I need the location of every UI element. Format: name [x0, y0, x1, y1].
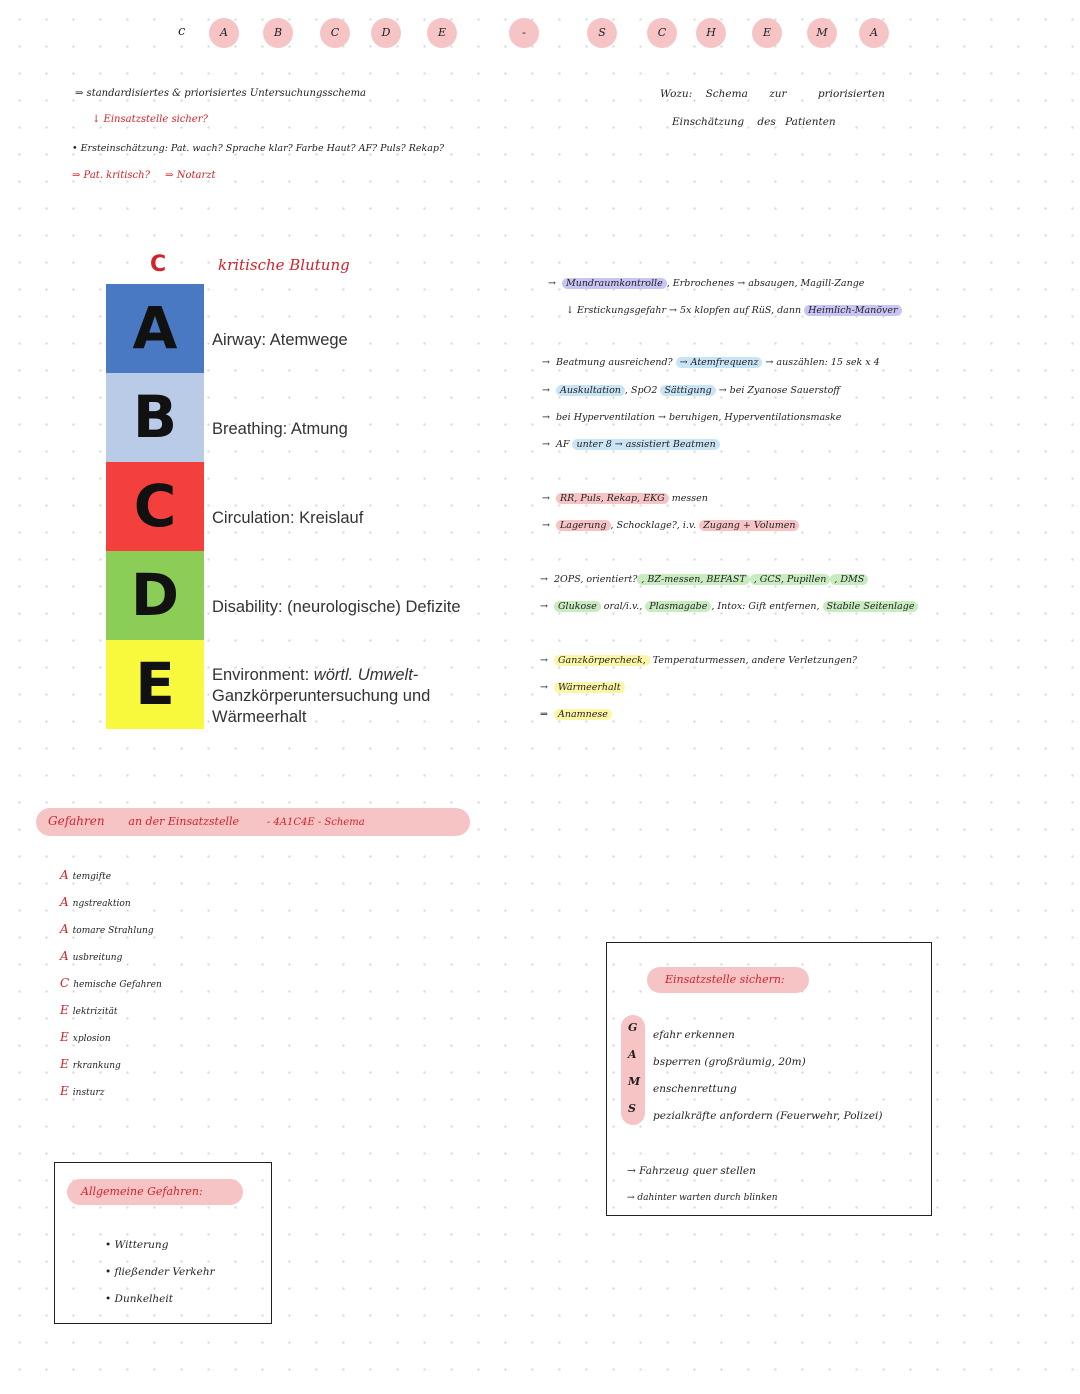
title-circle: B: [263, 18, 293, 48]
note-d2-hl2: Plasmagabe: [645, 601, 711, 612]
hazard-item: [60, 1084, 105, 1098]
hazards-title-c: - 4A1C4E - Schema: [266, 817, 365, 828]
note-e1-rest: Temperaturmessen, andere Verletzungen?: [652, 655, 858, 666]
purpose-wozu: Wozu:: [660, 88, 693, 100]
abc-block-a: A: [106, 284, 204, 373]
hazard-item-letter: E: [60, 1003, 69, 1017]
abc-label-b: Breathing: Atmung: [212, 420, 348, 438]
gams-title: Einsatzstelle sichern:: [665, 973, 785, 986]
note-c2-hl: Lagerung: [556, 520, 611, 531]
title-circle: C: [647, 18, 677, 48]
abc-label-e: [212, 665, 430, 728]
abc-block-e: E: [106, 640, 204, 729]
title-circle: A: [859, 18, 889, 48]
purpose-schema: Schema: [705, 88, 748, 100]
purpose-des: des: [757, 116, 776, 128]
hazard-item: [60, 868, 111, 882]
hazard-item: [60, 922, 154, 936]
note-c2: → Lagerung , Schocklage?, i.v. Zugang + Volumen: [542, 520, 799, 531]
hazard-item-letter: A: [60, 895, 69, 909]
purpose-zur: zur: [769, 88, 787, 100]
hazard-item-text: xplosion: [72, 1034, 111, 1044]
gams-text: bsperren (großräumig, 20m): [653, 1056, 806, 1068]
hazard-item-text: temgifte: [72, 872, 112, 882]
gams-letter: M: [628, 1075, 641, 1088]
hazard-item: [60, 949, 122, 963]
note-d2-hl: Glukose: [554, 601, 601, 612]
note-b1-pre: Beatmung ausreichend?: [555, 357, 673, 368]
note-a1: → Mundraumkontrolle , Erbrochenes → absaugen, Magill-Zange: [548, 278, 865, 289]
note-b3-text: bei Hyperventilation → beruhigen, Hyperventilationsmaske: [555, 412, 842, 423]
abc-block-c: C: [106, 462, 204, 551]
hazard-item-text: insturz: [72, 1088, 105, 1098]
purpose-patienten: Patienten: [785, 116, 836, 128]
note-d2-mid: oral/i.v.,: [603, 601, 643, 612]
note-c1-rest: messen: [671, 493, 708, 504]
hazard-item: [60, 1057, 121, 1071]
hazard-item-letter: A: [60, 868, 69, 882]
note-e3: ⇒ Anamnese: [540, 709, 612, 720]
note-d1-hl: , BZ-messen, BEFAST: [637, 574, 749, 585]
note-b2-mid: , SpO2: [624, 385, 658, 396]
abc-label-e-rest2: Wärmeerhalt: [212, 708, 307, 726]
note-a1-hl: Mundraumkontrolle: [562, 278, 667, 289]
purpose-line-2: [672, 116, 836, 128]
intro-line-4: [72, 170, 216, 181]
note-b2-hl: Auskultation: [556, 385, 625, 396]
general-hazards-title: Allgemeine Gefahren:: [81, 1185, 203, 1198]
general-hazards-box: [54, 1162, 272, 1324]
note-b4: → AF unter 8 → assistiert Beatmen: [542, 439, 720, 450]
gams-text: efahr erkennen: [653, 1029, 735, 1041]
note-a2-hl: Heimlich-Manöver: [804, 305, 901, 316]
hazard-item-letter: E: [60, 1030, 69, 1044]
hazards-title: [48, 814, 365, 828]
note-d1: → 2OPS, orientiert? , BZ-messen, BEFAST , GCS, Pupillen , DMS: [540, 574, 868, 585]
gams-foot-2: → dahinter warten durch blinken: [627, 1193, 778, 1203]
note-d1-hl2: , GCS, Pupillen: [750, 574, 831, 585]
hazard-item: [60, 976, 162, 990]
gams-box: [606, 942, 932, 1216]
note-e2: → Wärmeerhalt: [540, 682, 625, 693]
note-a2-pre: ↓ Erstickungsgefahr → 5x klopfen auf RüS, dann: [566, 305, 802, 316]
note-b4-hl: unter 8 → assistiert Beatmen: [572, 439, 719, 450]
hazard-item-text: tomare Strahlung: [72, 926, 154, 936]
note-c2-hl2: Zugang + Volumen: [699, 520, 799, 531]
intro-line-3: • Ersteinschätzung: Pat. wach? Sprache klar? Farbe Haut? AF? Puls? Rekap?: [72, 143, 445, 154]
abc-label-e-em: wörtl. Umwelt-: [313, 666, 419, 684]
hazard-item-letter: E: [60, 1057, 69, 1071]
purpose-priorisierten: priorisierten: [817, 88, 885, 100]
note-a1-rest: , Erbrochenes → absaugen, Magill-Zange: [666, 278, 865, 289]
abc-label-c: Circulation: Kreislauf: [212, 509, 364, 527]
title-circle: D: [371, 18, 401, 48]
note-c2-mid: , Schocklage?, i.v.: [610, 520, 697, 531]
note-b1-hl: → Atemfrequenz: [676, 357, 763, 368]
general-item: • Witterung: [105, 1239, 169, 1251]
intro-line-4-a: ⇒ Pat. kritisch?: [72, 170, 150, 181]
hazard-item-text: rkrankung: [72, 1061, 121, 1071]
hazards-title-b: an der Einsatzstelle: [128, 815, 240, 828]
hazard-item-letter: A: [60, 922, 69, 936]
title-circle: S: [587, 18, 617, 48]
general-item: • fließender Verkehr: [105, 1266, 215, 1278]
note-b2-hl2: Sättigung: [660, 385, 715, 396]
note-d1-pre: 2OPS, orientiert?: [553, 574, 638, 585]
note-d2-mid2: , Intox: Gift entfernen,: [711, 601, 820, 612]
title-circle: E: [752, 18, 782, 48]
note-d1-hl3: , DMS: [830, 574, 868, 585]
note-d2: → Glukose oral/i.v., Plasmagabe , Intox: Gift entfernen, Stabile Seitenlage: [540, 601, 918, 612]
hazard-item-text: ngstreaktion: [72, 899, 131, 909]
hazard-item-letter: C: [60, 976, 70, 990]
hazard-item-text: usbreitung: [72, 953, 123, 963]
abc-label-e-rest1: Ganzkörperuntersuchung und: [212, 687, 431, 705]
note-b4-pre: AF: [555, 439, 570, 450]
hazard-item: [60, 1003, 117, 1017]
note-b2-rest: → bei Zyanose Sauerstoff: [718, 385, 841, 396]
purpose-einschaetzung: Einschätzung: [672, 116, 745, 128]
hazard-item-letter: A: [60, 949, 69, 963]
abc-label-a: Airway: Atemwege: [212, 331, 348, 349]
hazards-title-a: Gefahren: [48, 814, 105, 828]
gams-letter: G: [628, 1021, 638, 1034]
note-e1-hl: Ganzkörpercheck,: [554, 655, 650, 666]
note-d2-hl3: Stabile Seitenlage: [823, 601, 919, 612]
hazard-item-text: lektrizität: [72, 1007, 118, 1017]
hazard-item-text: hemische Gefahren: [73, 980, 162, 990]
hazard-item: [60, 895, 131, 909]
note-c1: → RR, Puls, Rekap, EKG messen: [542, 493, 708, 504]
gams-text: pezialkräfte anfordern (Feuerwehr, Polizei): [653, 1110, 883, 1122]
intro-line-1: ⇒ standardisiertes & priorisiertes Untersuchungsschema: [75, 88, 367, 99]
c-critical-letter: C: [150, 252, 167, 277]
title-circle: M: [807, 18, 837, 48]
general-item: • Dunkelheit: [105, 1293, 173, 1305]
gams-letter: S: [628, 1102, 636, 1115]
abc-label-d: Disability: (neurologische) Defizite: [212, 598, 461, 616]
note-e3-hl: Anamnese: [554, 709, 612, 720]
note-e2-hl: Wärmeerhalt: [554, 682, 625, 693]
hazard-item: [60, 1030, 111, 1044]
purpose-line-1: [660, 88, 885, 100]
note-b1-rest: → auszählen: 15 sek x 4: [765, 357, 880, 368]
title-circle: E: [427, 18, 457, 48]
intro-line-4-b: ⇒ Notarzt: [165, 170, 216, 181]
title-circle: -: [509, 18, 539, 48]
title-circle: C: [320, 18, 350, 48]
gams-letter: A: [628, 1048, 637, 1061]
gams-foot-1: → Fahrzeug quer stellen: [627, 1165, 756, 1177]
title-circle: H: [696, 18, 726, 48]
note-c1-hl: RR, Puls, Rekap, EKG: [556, 493, 669, 504]
title-prefix: c: [178, 24, 186, 39]
c-critical-label: kritische Blutung: [218, 256, 350, 274]
abc-label-e-pre: Environment:: [212, 666, 314, 684]
note-b1: → Beatmung ausreichend? → Atemfrequenz → auszählen: 15 sek x 4: [542, 357, 880, 368]
note-b3: → bei Hyperventilation → beruhigen, Hyperventilationsmaske: [542, 412, 842, 423]
note-a2: [566, 305, 902, 316]
abc-block-d: D: [106, 551, 204, 640]
abc-block-b: B: [106, 373, 204, 462]
note-b2: → Auskultation , SpO2 Sättigung → bei Zyanose Sauerstoff: [542, 385, 841, 396]
intro-line-2: ↓ Einsatzstelle sicher?: [92, 114, 208, 125]
note-e1: → Ganzkörpercheck, Temperaturmessen, andere Verletzungen?: [540, 655, 858, 666]
title-circle: A: [209, 18, 239, 48]
hazard-item-letter: E: [60, 1084, 69, 1098]
gams-text: enschenrettung: [653, 1083, 737, 1095]
